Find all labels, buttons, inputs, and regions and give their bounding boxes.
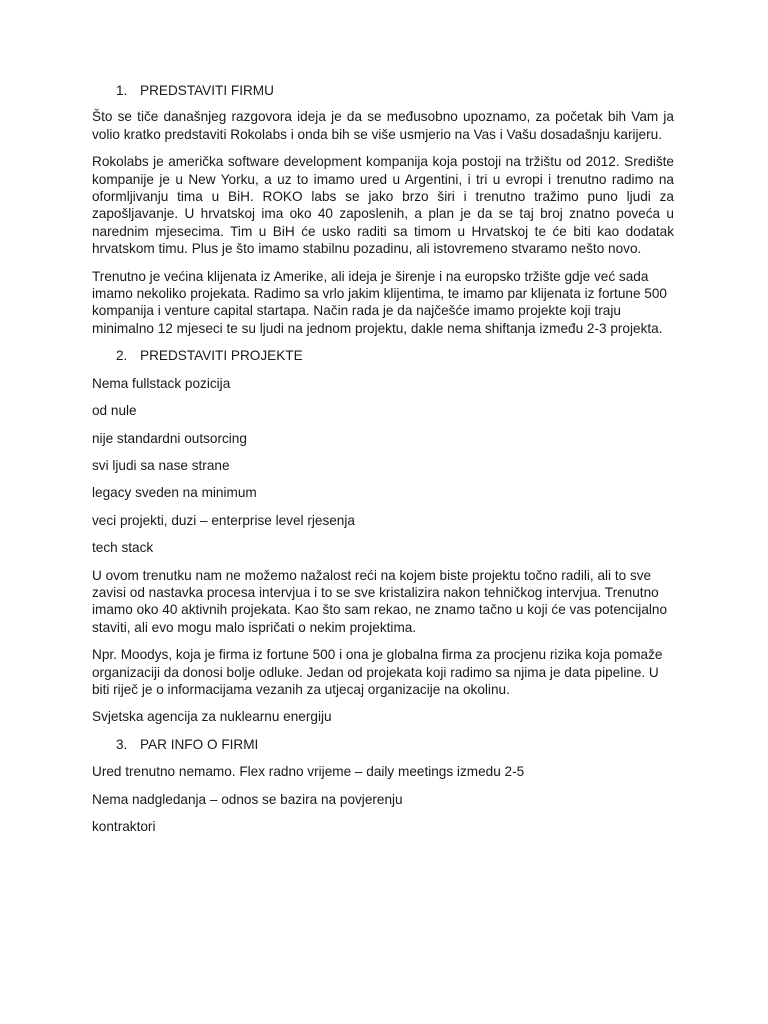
list-item: od nule [92,403,137,419]
section-title: PREDSTAVITI FIRMU [140,83,274,98]
section-heading-2 [92,347,674,364]
section-title: PAR INFO O FIRMI [140,736,259,752]
paragraph: Rokolabs je američka software development kompanija koja postoji na tržištu od 2012. Središte kompanije je u New Yorku, a uz to imamo ured u Argentini, i tri u evropi i trenutno radimo na oformljivanju tima u BiH. ROKO labs se jako brzo širi i trenutno tražimo puno ljudi za zapošljavanje. U hrvatskoj ima oko 40 zaposlenih, a plan je da se taj broj znatno poveća u narednim mjesecima. Tim u BiH će usko raditi sa timom u Hrvatskoj te će biti kao dodatak hrvatskom timu. Plus je što imamo stabilnu pozadinu, ali istovremeno stvaramo nešto novo. [92,154,674,257]
section-number: 2. [116,348,128,364]
list-item: Nema fullstack pozicija [92,375,231,391]
paragraph: U ovom trenutku nam ne možemo nažalost reći na kojem biste projektu točno radili, ali to sve zavisi od nastavka procesa intervjua i to se sve kristalizira nakon tehničkog intervjua. Trenutno imamo oko 40 aktivnih projekata. Kao što sam rekao, ne znamo tačno u koji će vas potencijalno staviti, ali evo mogu malo ispričati o nekim projektima. [92,567,668,635]
list-item: kontraktori [92,819,156,834]
section-number: 3. [116,736,128,752]
list-item: Nema nadgledanja – odnos se bazira na povjerenju [92,791,403,807]
list-item: Ured trenutno nemamo. Flex radno vrijeme – daily meetings izmedu 2-5 [92,764,525,780]
section-heading-3 [92,736,674,753]
paragraph: Što se tiče današnjeg razgovora ideja je da se međusobno upoznamo, za početak bih Vam ja volio kratko predstaviti Rokolabs i onda bih se više usmjerio na Vas i Vašu dosadašnju karijeru. [92,109,674,142]
section-number: 1. [116,83,128,98]
list-item: Svjetska agencija za nuklearnu energiju [92,709,332,725]
paragraph: Trenutno je većina klijenata iz Amerike, ali ideja je širenje i na europsko tržište gdje već sada imamo nekoliko projekata. Radimo sa vrlo jakim klijentima, te imamo par klijenata iz fortune 500 kompanija i venture capital startapa. Način rada je da najčešće imamo projekte koji traju minimalno 12 mjeseci te su ljudi na jednom projektu, dakle nema shiftanja između 2-3 projekta. [92,268,667,336]
list-item: nije standardni outsorcing [92,430,247,446]
list-item: svi ljudi sa nase strane [92,457,230,473]
list-item: tech stack [92,540,154,556]
list-item: veci projekti, duzi – enterprise level rjesenja [92,512,355,528]
paragraph: Npr. Moodys, koja je firma iz fortune 500 i ona je globalna firma za procjenu rizika koja pomaže organizaciji da donosi bolje odluke. Jedan od projekata koji radimo sa njima je data pipeline. U biti riječ je o informacijama vezanih za utjecaj organizacije na okolinu. [92,647,663,697]
list-item: legacy sveden na minimum [92,485,257,501]
section-title: PREDSTAVITI PROJEKTE [140,348,303,364]
section-heading-1 [92,82,674,99]
